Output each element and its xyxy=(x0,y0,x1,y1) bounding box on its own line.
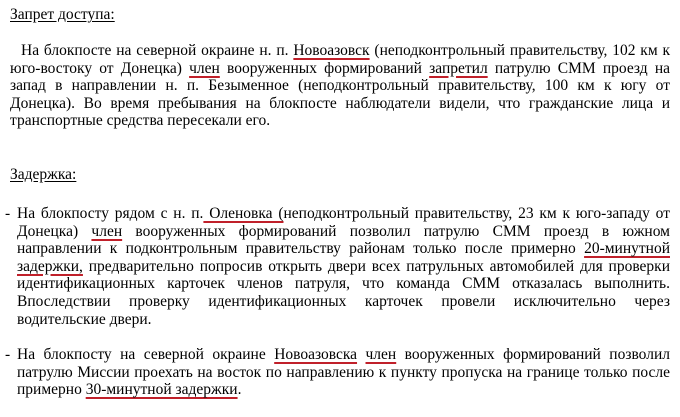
text-span xyxy=(357,346,365,363)
delay-item-1 xyxy=(5,205,670,328)
delay-item-text xyxy=(17,346,670,399)
text-span: предварительно попросив открыть двери всех патрульных автомобилей для проверки идентификационных карточек членов патруля, что команда СММ отказалась выполнить. Впоследствии проверку идентификационных карточек провели исключительно через водительские двери. xyxy=(17,257,670,328)
highlight-delay: 20-минутной задержки, xyxy=(17,240,670,275)
delay-heading: Задержка: xyxy=(10,166,77,183)
text-span: неподконтрольный правительству, 23 км к юго-западу от Донецка) xyxy=(17,205,671,240)
highlight-member: член xyxy=(91,222,123,240)
text-span: (неподконтрольный правительству, 102 км к юго-востоку от Донецка) xyxy=(10,42,670,77)
highlight-member: член xyxy=(189,59,220,77)
highlight-member: член xyxy=(365,346,397,363)
highlight-action: запретил xyxy=(429,59,488,77)
highlight-town: Новоазовска xyxy=(274,346,358,363)
highlight-town: Новоазовск xyxy=(293,42,370,59)
highlight-town: Оленовка ( xyxy=(203,205,284,222)
text-span: вооруженных формирований xyxy=(219,59,430,77)
text-span: патрулю СММ проезд на запад в направлении н. п. Безыменное (неподконтрольный правительству, 100 км к югу от Донецка). Во время пребывания на блокпосте наблюдатели видели, что гражданские лица и транспортные средства пересекали его. xyxy=(10,59,670,130)
highlight-delay: 30-минутной задержки xyxy=(85,381,238,399)
text-span: . xyxy=(237,381,242,399)
text-span: вооруженных формирований позволил патрулю СММ проезд в южном направлении к подконтрольным правительству районам только после примерно xyxy=(17,222,670,258)
bullet-dash: - xyxy=(5,205,11,222)
text-span: На блокпосте на северной окраине н. п. xyxy=(21,42,294,59)
access-denied-heading: Запрет доступа: xyxy=(10,6,115,23)
text-span: На блокпосту на северной окраине xyxy=(17,346,275,363)
delay-item-2 xyxy=(5,346,670,399)
delay-item-text xyxy=(17,205,670,328)
text-span: На блокпосту рядом с н. п. xyxy=(17,205,204,222)
bullet-dash: - xyxy=(5,346,11,363)
access-denied-paragraph xyxy=(10,42,670,130)
text-span: вооруженных формирований позволил патрулю Миссии проехать на восток по направлению к пункту пропуска на границе только после примерно xyxy=(17,346,670,399)
